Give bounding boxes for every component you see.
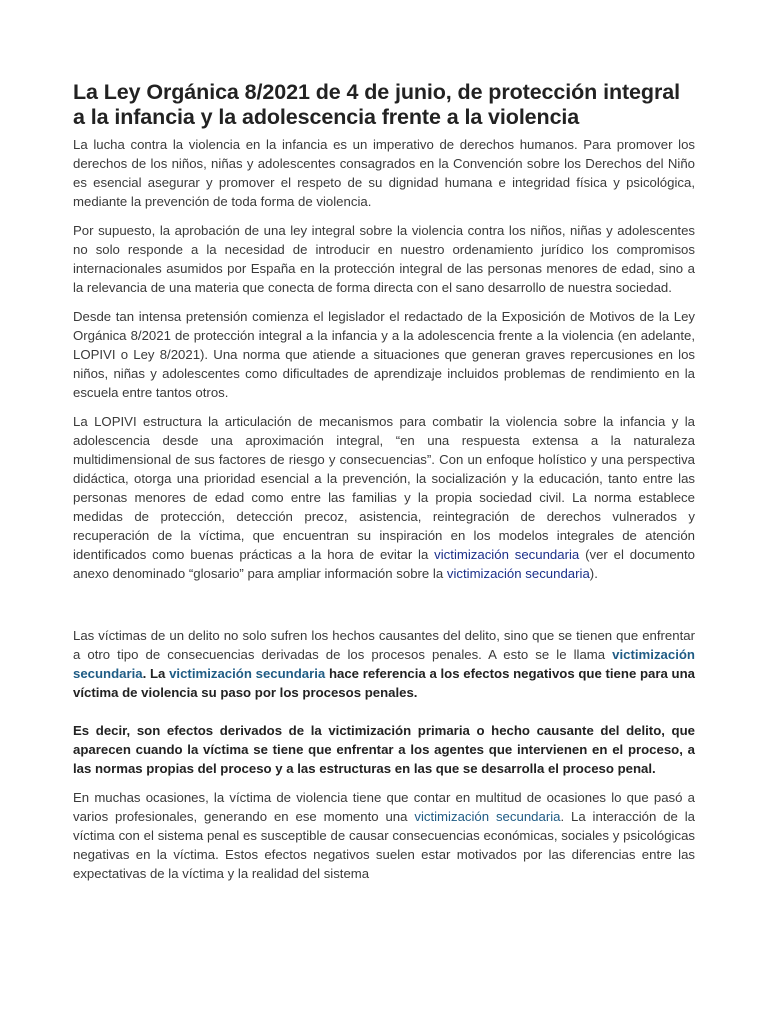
victimizacion-secundaria-link[interactable]: victimización secundaria	[169, 666, 326, 681]
bold-text: hace referencia a los efectos negativos que tiene para una víctima de violencia su paso por los procesos penales.	[73, 666, 695, 700]
article-title: La Ley Orgánica 8/2021 de 4 de junio, de protección integral a la infancia y la adolescencia frente a la violencia	[73, 80, 680, 129]
text-span: En muchas ocasiones, la víctima de violencia tiene que contar en multitud de ocasiones lo que pasó a varios profesionales, generando en ese momento una	[73, 790, 695, 824]
spacer	[73, 593, 695, 626]
victimizacion-secundaria-link[interactable]: victimización secundaria	[446, 566, 590, 581]
paragraph-muchas-ocasiones	[73, 788, 695, 883]
spacer	[73, 712, 695, 721]
text-span: La LOPIVI estructura la articulación de mecanismos para combatir la violencia sobre la infancia y la adolescencia desde una aproximación integral, “en una respuesta extensa a la naturaleza multidimensional de sus factores de riesgo y consecuencias”. Con un enfoque holístico y una perspectiva didáctica, otorga una prioridad esencial a la prevención, la socialización y la educación, tanto entre las personas menores de edad como entre las familias y la propia sociedad civil. La norma establece medidas de protección, detección precoz, asistencia, reintegración de derechos vulnerados y recuperación de la víctima, que encuentran su inspiración en los modelos integrales de atención identificados como buenas prácticas a la hora de evitar la	[73, 414, 695, 562]
document-page	[73, 80, 695, 893]
paragraph-intro: La lucha contra la violencia en la infancia es un imperativo de derechos humanos. Para promover los derechos de los niños, niñas y adolescentes consagrados en la Convención sobre los Derechos del Niño es esencial asegurar y promover el respeto de su dignidad humana e integridad física y psicológica, mediante la prevención de toda forma de violencia.	[73, 137, 695, 209]
text-span: ).	[589, 566, 598, 581]
paragraph-lopivi	[73, 412, 695, 583]
victimizacion-secundaria-link[interactable]: victimización secundaria	[73, 647, 695, 681]
victimizacion-secundaria-link[interactable]: victimización secundaria	[414, 809, 561, 824]
text-span: (ver el documento anexo denominado “glosario” para ampliar información sobre la	[73, 547, 696, 581]
paragraph-victimas	[73, 626, 695, 702]
bold-text: . La	[142, 666, 170, 681]
paragraph-ley-integral: Por supuesto, la aprobación de una ley integral sobre la violencia contra los niños, niñas y adolescentes no solo responde a la necesidad de introducir en nuestro ordenamiento jurídico los compromisos internacionales asumidos por España en la protección integral de las personas menores de edad, sino a la relevancia de una materia que conecta de forma directa con el sano desarrollo de nuestra sociedad.	[73, 223, 695, 295]
victimizacion-secundaria-link[interactable]: victimización secundaria	[434, 547, 580, 562]
paragraph-efectos-derivados: Es decir, son efectos derivados de la victimización primaria o hecho causante del delito, que aparecen cuando la víctima se tiene que enfrentar a los agentes que intervienen en el proceso, a las normas propias del proceso y a las estructuras en las que se desarrolla el proceso penal.	[73, 723, 695, 776]
paragraph-exposicion-motivos: Desde tan intensa pretensión comienza el legislador el redactado de la Exposición de Motivos de la Ley Orgánica 8/2021 de protección integral a la infancia y a la adolescencia frente a la violencia (en adelante, LOPIVI o Ley 8/2021). Una norma que atiende a situaciones que generan graves repercusiones en los niños, niñas y adolescentes como dificultades de aprendizaje incluidos problemas de rendimiento en la escuela entre tantos otros.	[73, 309, 695, 400]
text-span: . La interacción de la víctima con el sistema penal es susceptible de causar consecuencias económicas, sociales y psicológicas negativas en la víctima. Estos efectos negativos suelen estar motivados por las diferencias entre las expectativas de la víctima y la realidad del sistema	[73, 809, 695, 881]
text-span: Las víctimas de un delito no solo sufren los hechos causantes del delito, sino que se tienen que enfrentar a otro tipo de consecuencias derivadas de los procesos penales. A esto se le llama	[73, 628, 695, 662]
